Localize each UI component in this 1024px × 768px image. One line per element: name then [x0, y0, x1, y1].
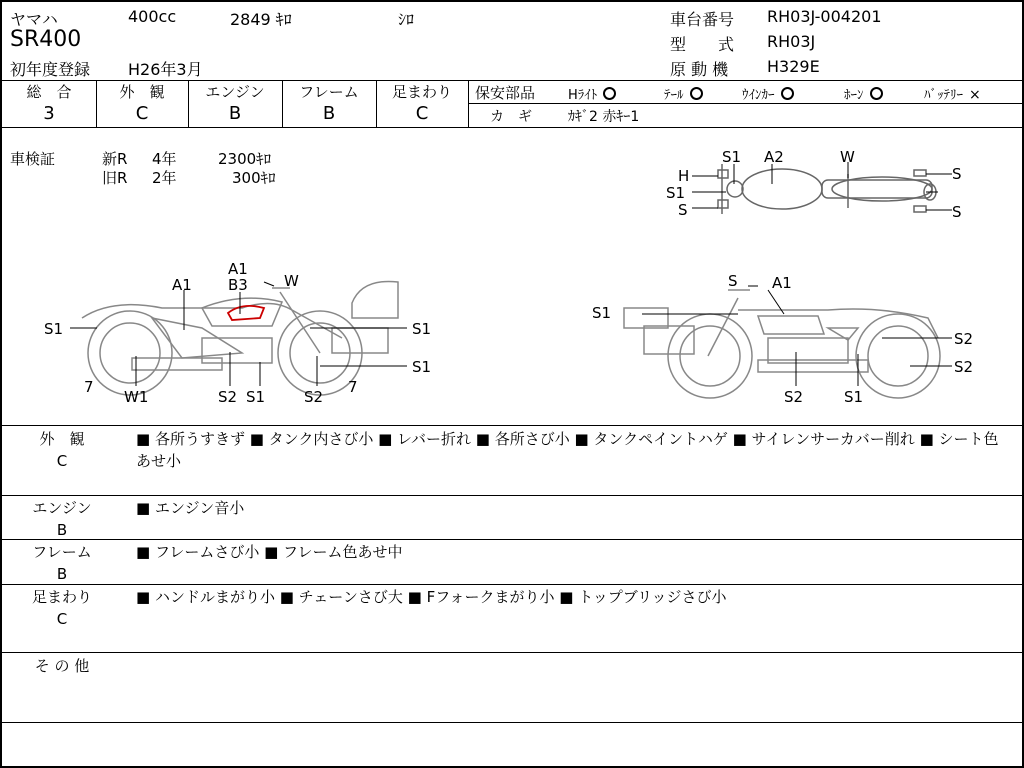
right-label-s1-bottom: S1 — [844, 388, 864, 406]
safety-battery: ﾊﾞｯﾃﾘｰ × — [924, 87, 981, 103]
top-label-s1b: S1 — [666, 184, 686, 202]
top-view-diagram — [642, 142, 982, 232]
section-exterior-text: ■ 各所うすきず ■ タンク内さび小 ■ レバー折れ ■ 各所さび小 ■ タンクペイントハゲ ■ サイレンサーカバー削れ ■ シート色あせ小 — [136, 430, 999, 470]
model-name: SR400 — [10, 27, 82, 52]
left-label-w: W — [284, 272, 299, 290]
section-engine-title: エンジン B — [32, 499, 92, 539]
left-label-s2-front: S2 — [304, 388, 324, 406]
safety-winker: ｳｲﾝｶｰ — [742, 84, 794, 103]
right-label-s2-top: S2 — [954, 330, 974, 348]
grade-overall: 総 合 3 — [26, 83, 72, 124]
section-engine-text: ■ エンジン音小 — [136, 499, 245, 517]
type-label: 型 式 — [670, 35, 735, 54]
grade-exterior: 外 観 C — [119, 83, 165, 124]
color: ｼﾛ — [398, 10, 415, 29]
right-label-s1: S1 — [592, 304, 612, 322]
section-frame-text: ■ フレームさび小 ■ フレーム色あせ中 — [136, 543, 403, 561]
left-label-b3: B3 — [228, 276, 248, 294]
top-label-s: S — [678, 201, 688, 219]
inspection-new-label: 新R — [102, 150, 128, 168]
maker: ヤマハ — [10, 10, 58, 29]
type-value: RH03J — [767, 32, 816, 51]
ok-circle-icon — [603, 87, 616, 100]
chassis-label: 車台番号 — [670, 10, 735, 29]
inspection-old-years: 2年 — [152, 169, 177, 187]
grade-frame: フレーム B — [299, 83, 359, 124]
mileage: 2849 ｷﾛ — [230, 10, 292, 29]
right-label-a1: A1 — [772, 274, 792, 292]
safety-headlight: Hﾗｲﾄ — [568, 84, 616, 103]
top-label-s-right1: S — [952, 165, 962, 183]
safety-tail: ﾃｰﾙ — [664, 84, 703, 103]
section-exterior-title: 外 観 C — [39, 430, 85, 470]
left-label-7-rear: 7 — [84, 378, 94, 396]
left-label-s1-rear: S1 — [44, 320, 64, 338]
inspection-new-cost: 2300ｷﾛ — [218, 150, 272, 168]
ok-circle-icon — [870, 87, 883, 100]
top-label-w: W — [840, 148, 855, 166]
section-frame-title: フレーム B — [32, 543, 92, 583]
top-label-s1: S1 — [722, 148, 742, 166]
inspection-new-years: 4年 — [152, 150, 177, 168]
first-registration-label: 初年度登録 — [10, 60, 91, 79]
first-registration-value: H26年3月 — [128, 60, 203, 79]
left-label-s1-lower: S1 — [412, 358, 432, 376]
left-label-w1: W1 — [124, 388, 149, 406]
key-label: カ ギ — [490, 109, 532, 125]
grade-row-bottom-line — [2, 127, 1022, 128]
ng-cross-icon: × — [969, 87, 981, 103]
right-label-s2-low: S2 — [954, 358, 974, 376]
right-side-diagram — [588, 268, 988, 413]
inspection-old-label: 旧R — [102, 169, 128, 187]
left-label-7-front: 7 — [348, 378, 358, 396]
engine-model-label: 原 動 機 — [670, 60, 729, 79]
safety-parts-label: 保安部品 — [475, 84, 536, 102]
left-side-diagram — [42, 258, 462, 418]
top-label-h: H — [678, 167, 690, 185]
left-label-s1-bottom: S1 — [246, 388, 266, 406]
grade-engine: エンジン B — [205, 83, 265, 124]
right-label-s: S — [728, 272, 738, 290]
engine-model-value: H329E — [767, 57, 820, 76]
chassis-number: RH03J-004201 — [767, 7, 882, 26]
displacement: 400cc — [128, 7, 177, 26]
ok-circle-icon — [690, 87, 703, 100]
top-label-s-right2: S — [952, 203, 962, 221]
section-other-title: そ の 他 — [34, 657, 90, 675]
right-label-s2-bottom: S2 — [784, 388, 804, 406]
key-value: ｶｷﾞ2 赤ｷｰ1 — [568, 109, 640, 125]
left-label-a1-top: A1 — [228, 260, 248, 278]
section-suspension-text: ■ ハンドルまがり小 ■ チェーンさび大 ■ Fフォークまがり小 ■ トップブリッジさび小 — [136, 588, 727, 606]
inspection-label: 車検証 — [10, 150, 56, 168]
grade-suspension: 足まわり C — [391, 83, 452, 124]
safety-horn: ﾎｰﾝ — [844, 84, 883, 103]
top-label-a2: A2 — [764, 148, 784, 166]
left-label-a1: A1 — [172, 276, 192, 294]
section-suspension-title: 足まわり C — [31, 588, 92, 628]
ok-circle-icon — [781, 87, 794, 100]
inspection-old-cost: 300ｷﾛ — [232, 169, 276, 187]
left-label-s2: S2 — [218, 388, 238, 406]
left-label-s1-front: S1 — [412, 320, 432, 338]
